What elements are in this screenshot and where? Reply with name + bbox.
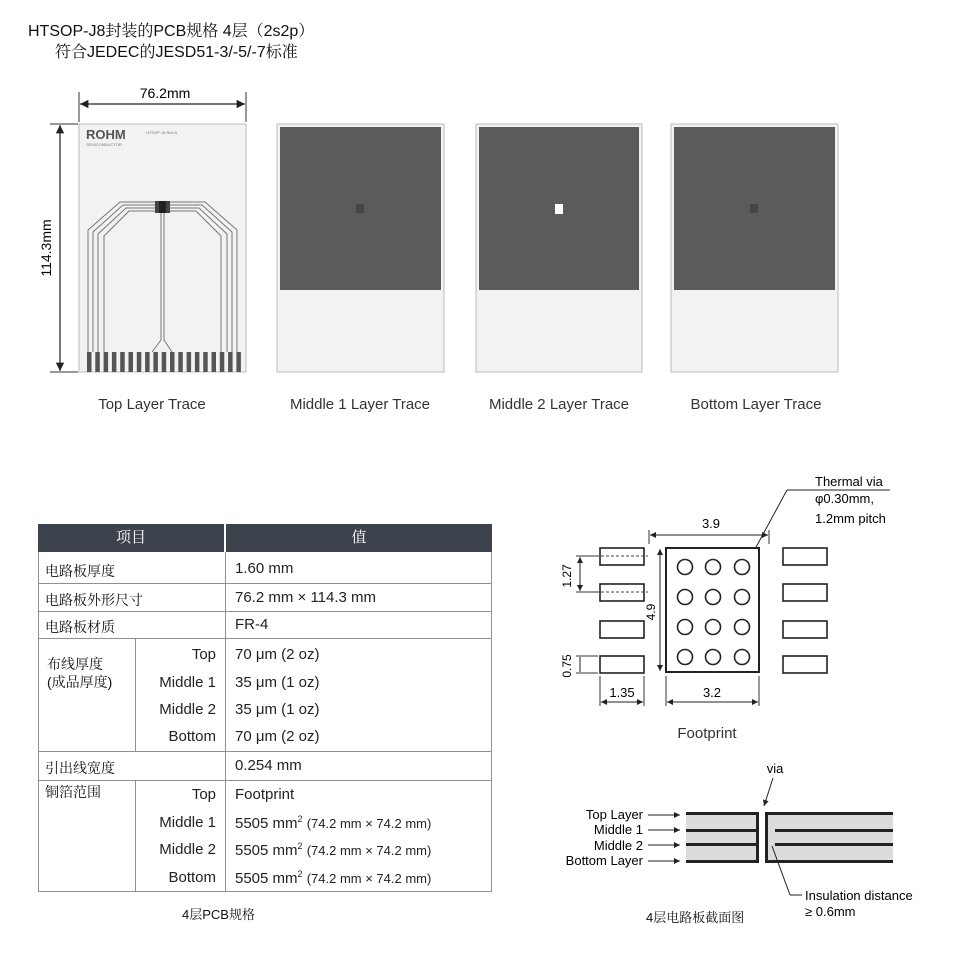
footprint-label: Footprint (677, 725, 737, 742)
row-lead-width-label: 引出线宽度 (45, 760, 115, 776)
height-dimension-label: 114.3mm (38, 219, 54, 277)
header-value: 值 (226, 524, 492, 552)
top-layer-label: Top Layer Trace (98, 396, 206, 413)
row-copper-label: 铜箔范围 (45, 784, 101, 800)
layer-bottom-label: Bottom Layer (565, 853, 643, 868)
spec-table (38, 524, 492, 892)
dim-top-label: 3.9 (701, 516, 721, 531)
via-label: via (766, 761, 784, 776)
dim-bottom-label: 3.2 (702, 685, 722, 700)
dim-pitch-label: 1.27 (560, 564, 574, 588)
wiring-layer-middle1: Middle 1 (159, 674, 216, 691)
thermal-via-label: Thermal via (815, 474, 883, 489)
wiring-value-bottom: 70 μm (2 oz) (235, 728, 320, 745)
copper-value-middle1: 5505 $mm^2$ (74.2 mm × 74.2 mm) (235, 814, 432, 832)
page-subtitle: 符合JEDEC的JESD51-3/-5/-7标准 (55, 44, 298, 61)
middle2-layer-label: Middle 2 Layer Trace (488, 396, 630, 413)
row-thickness-label: 电路板厚度 (45, 563, 115, 579)
top-layer-board (79, 124, 246, 372)
thermal-via-size: φ0.30mm, (815, 491, 875, 506)
copper-value-bottom: 5505 $mm^2$ (74.2 mm × 74.2 mm) (235, 869, 432, 887)
copper-value-top: Footprint (235, 786, 295, 803)
footprint-diagram (540, 465, 956, 750)
header-item: 项目 (38, 524, 224, 552)
layer-middle1-label: Middle 1 (593, 822, 643, 837)
rohm-logo-sub: SEMICONDUCTOR (86, 142, 122, 147)
wiring-value-middle2: 35 μm (1 oz) (235, 701, 320, 718)
dim-pad-width-label: 1.35 (609, 685, 635, 700)
row-wiring-label-sub: (成品厚度) (47, 674, 113, 690)
row-material-label: 电路板材质 (45, 619, 115, 635)
bottom-layer-board (671, 124, 838, 372)
row-thickness-value: 1.60 mm (235, 560, 294, 577)
copper-layer-middle2: Middle 2 (159, 841, 216, 858)
wiring-layer-middle2: Middle 2 (159, 701, 216, 718)
insulation-value: ≥ 0.6mm (805, 904, 856, 919)
wiring-value-top: 70 μm (2 oz) (235, 646, 320, 663)
wiring-value-middle1: 35 μm (1 oz) (235, 674, 320, 691)
dim-height-label: 4.9 (644, 603, 658, 621)
part-mark: HTSOP-J8 Rev.A (146, 130, 178, 135)
width-dimension-label: 76.2mm (139, 85, 191, 101)
cross-section-diagram (540, 755, 956, 925)
middle1-layer-label: Middle 1 Layer Trace (289, 396, 431, 413)
wiring-layer-top: Top (191, 646, 216, 663)
row-material-value: FR-4 (235, 616, 269, 633)
row-lead-width-value: 0.254 mm (235, 757, 302, 774)
copper-value-middle2: 5505 $mm^2$ (74.2 mm × 74.2 mm) (235, 841, 432, 859)
copper-layer-top: Top (191, 786, 216, 803)
copper-layer-middle1: Middle 1 (159, 814, 216, 831)
middle1-layer-board (277, 124, 444, 372)
insulation-label: Insulation distance (805, 888, 913, 903)
wiring-layer-bottom: Bottom (168, 728, 216, 745)
middle2-layer-board (476, 124, 642, 372)
row-wiring-label: 布线厚度 (47, 656, 103, 672)
bottom-layer-label: Bottom Layer Trace (690, 396, 822, 413)
rohm-logo: ROHM (86, 127, 126, 142)
board-views (0, 70, 956, 430)
layer-top-label: Top Layer (585, 807, 643, 822)
row-outline-value: 76.2 mm × 114.3 mm (235, 589, 377, 606)
copper-layer-bottom: Bottom (168, 869, 216, 886)
row-outline-label: 电路板外形尺寸 (45, 592, 143, 608)
page-title: HTSOP-J8封装的PCB规格 4层（2s2p） (28, 23, 315, 40)
dim-pad-height-label: 0.75 (560, 654, 574, 678)
layer-middle2-label: Middle 2 (593, 838, 643, 853)
spec-table-caption: 4层PCB规格 (182, 907, 255, 922)
cross-section-caption: 4层电路板截面图 (646, 910, 745, 925)
thermal-via-pitch: 1.2mm pitch (815, 511, 886, 526)
